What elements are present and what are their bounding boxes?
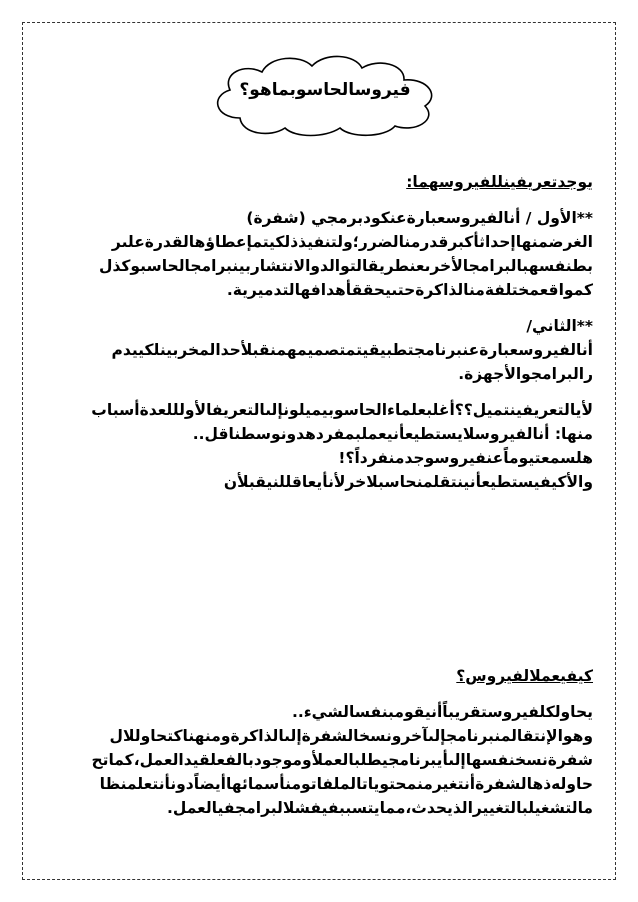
text-line: منها: أنالفيروسلايستطيعأنيعملبمفردهدونوسطناقل.. bbox=[192, 425, 593, 443]
text-line: يحاولكلفيروستقريباًأنيقومبنفسالشيء.. bbox=[291, 703, 593, 721]
text-line: بطنفسهبالبرامجالأخرىعنطريقالتوالدوالانتشاربينبرامجالحاسبوكذل bbox=[99, 257, 593, 275]
document-body bbox=[45, 170, 593, 820]
first-definition-label: **الأول / أنالفيروسعبارةعنكودبرمجي (شفرة) bbox=[246, 209, 593, 227]
second-definition-label: **الثاني/ bbox=[526, 317, 593, 335]
text-line: الغرضمنهاإحداثأكبرقدرمنالضرر؛ولتنفيذذلكيتمإعطاؤهالقدرةعلىر bbox=[111, 233, 593, 251]
text-line: هلسمعتيوماًعنفيروسوجدمنفرداً؟! bbox=[338, 449, 593, 467]
text-line: أنالفيروسعبارةعنبرنامجتطبيقيتمتصميمهمنقبلأحدالمخربينلكييدم bbox=[111, 341, 593, 359]
text-line: رالبرامجوالأجهزة. bbox=[458, 365, 593, 383]
text-line: مالتشغيلبالتغييرالذيحدث،ممايتسببفيفشلالبرامجفيالعمل. bbox=[167, 799, 593, 817]
text-line: وهوالإنتقالمنبرنامجإلىآخرونسخالشفرةإلىالذاكرةومنهناكتحاوللال bbox=[109, 727, 593, 745]
text-line: حاوله‌ذهالشفرةأنتغيرمنمحتوياتالملفاتومنأسمائهاأيضاًدونأنتعلمنظا bbox=[99, 775, 593, 793]
cloud-title: فيروسالحاسوبماهو؟ bbox=[239, 80, 411, 100]
text-line: كمواقعمختلفةمنالذاكرةحتىيحققأهدافهالتدميرية. bbox=[226, 281, 593, 299]
text-line: شفرةنسخنفسهاإلىأيبرنامجيطلبالعملأوموجودبالفعلقيدالعمل،كماتح bbox=[91, 751, 593, 769]
text-line: والأكيفيستطيعأنينتقلمنحاسبلاخرلأنأيعاقللنيقبلأن bbox=[223, 473, 593, 491]
text-line: لأيالتعريفينتميل؟؟أغلبعلماءالحاسوبيميلونإلىالتعريفالأولللعدةأسباب bbox=[91, 401, 593, 419]
section1-heading: يوجدتعريفينللفيروسهما: bbox=[406, 173, 593, 191]
section2-heading: كيفيعملالفيروس؟ bbox=[456, 667, 593, 685]
